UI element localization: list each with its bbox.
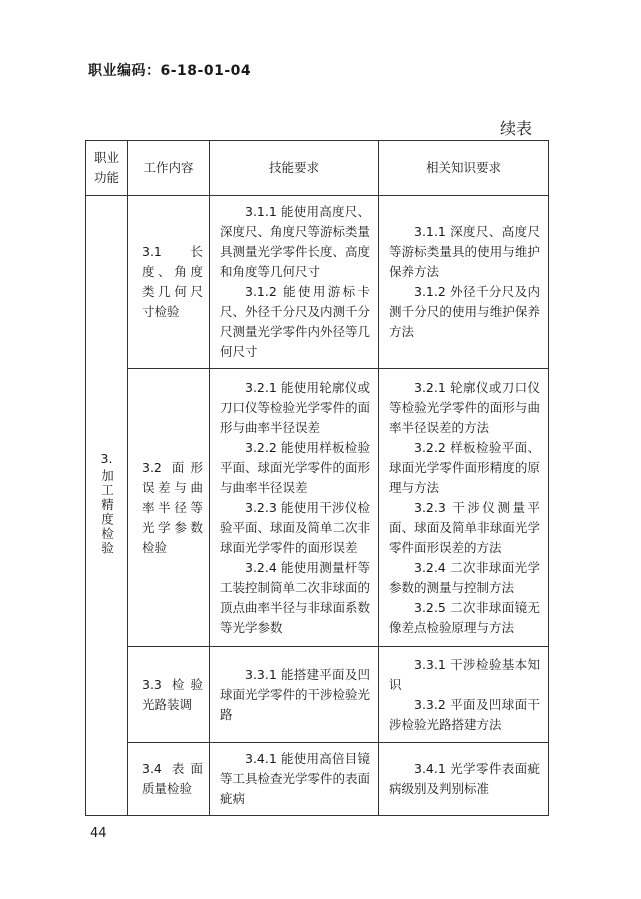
work-content-cell: 3.4 表面质量检验 — [128, 743, 210, 816]
table-row — [86, 369, 549, 647]
function-number: 3. — [100, 451, 113, 466]
work-content-cell: 3.3 检验光路装调 — [128, 647, 210, 743]
skills-table — [85, 140, 549, 816]
header-skill-requirements: 技能要求 — [210, 141, 379, 196]
knowledge-item: 3.1.1 深度尺、高度尺等游标类量具的使用与维护保养方法 — [389, 224, 540, 279]
skill-item: 3.3.1 能搭建平面及凹球面光学零件的干涉检验光路 — [220, 666, 371, 722]
header-function — [86, 141, 128, 196]
knowledge-item: 3.3.2 平面及凹球面干涉检验光路搭建方法 — [389, 696, 540, 732]
knowledge-item: 3.2.3 干涉仪测量平面、球面及简单非球面光学零件面形误差的方法 — [389, 499, 540, 555]
knowledge-item: 3.2.4 二次非球面光学参数的测量与控制方法 — [389, 559, 540, 595]
table-row — [86, 196, 549, 369]
skill-item: 3.1.2 能使用游标卡尺、外径千分尺及内测千分尺测量光学零件内外径等几何尺寸 — [220, 284, 371, 359]
knowledge-cell — [379, 369, 549, 647]
skill-cell — [210, 369, 379, 647]
knowledge-cell — [379, 743, 549, 816]
skill-item: 3.2.2 能使用样板检验平面、球面光学零件的面形与曲率半径误差 — [220, 439, 371, 495]
page-number: 44 — [90, 826, 107, 841]
table-row — [86, 647, 549, 743]
header-knowledge-requirements: 相关知识要求 — [379, 141, 549, 196]
table-header-row — [86, 141, 549, 196]
header-function-label: 职业功能 — [93, 150, 119, 185]
table-row — [86, 743, 549, 816]
skill-item: 3.2.1 能使用轮廓仪或刀口仪等检验光学零件的面形与曲率半径误差 — [220, 379, 371, 435]
work-content-cell: 3.1 长度、角度类几何尺寸检验 — [128, 196, 210, 369]
knowledge-item: 3.3.1 干涉检验基本知识 — [389, 656, 540, 692]
knowledge-item: 3.4.1 光学零件表面疵病级别及判别标准 — [389, 761, 540, 796]
knowledge-item: 3.2.1 轮廓仪或刀口仪等检验光学零件的面形与曲率半径误差的方法 — [389, 379, 540, 435]
knowledge-item: 3.1.2 外径千分尺及内测千分尺的使用与维护保养方法 — [389, 284, 540, 339]
knowledge-cell — [379, 647, 549, 743]
knowledge-cell — [379, 196, 549, 369]
skill-item: 3.2.3 能使用干涉仪检验平面、球面及简单二次非球面光学零件的面形误差 — [220, 499, 371, 555]
skill-cell — [210, 196, 379, 369]
skill-cell — [210, 743, 379, 816]
occupation-code: 职业编码：6-18-01-04 — [88, 63, 252, 79]
work-content-cell: 3.2 面形误差与曲率半径等光学参数检验 — [128, 369, 210, 647]
skill-item: 3.4.1 能使用高倍目镜等工具检查光学零件的表面疵病 — [220, 751, 371, 806]
skill-cell — [210, 647, 379, 743]
function-cell — [86, 196, 128, 816]
continued-label: 续表 — [500, 119, 533, 138]
skill-item: 3.1.1 能使用高度尺、深度尺、角度尺等游标类量具测量光学零件长度、高度和角度等几何尺寸 — [220, 204, 371, 279]
knowledge-item: 3.2.5 二次非球面镜无像差点检验原理与方法 — [389, 599, 540, 635]
skill-item: 3.2.4 能使用测量杆等工装控制简单二次非球面的顶点曲率半径与非球面系数等光学参数 — [220, 559, 371, 635]
header-work-content: 工作内容 — [128, 141, 210, 196]
knowledge-item: 3.2.2 样板检验平面、球面光学零件面形精度的原理与方法 — [389, 439, 540, 495]
function-name: 加工精度检验 — [99, 469, 115, 556]
